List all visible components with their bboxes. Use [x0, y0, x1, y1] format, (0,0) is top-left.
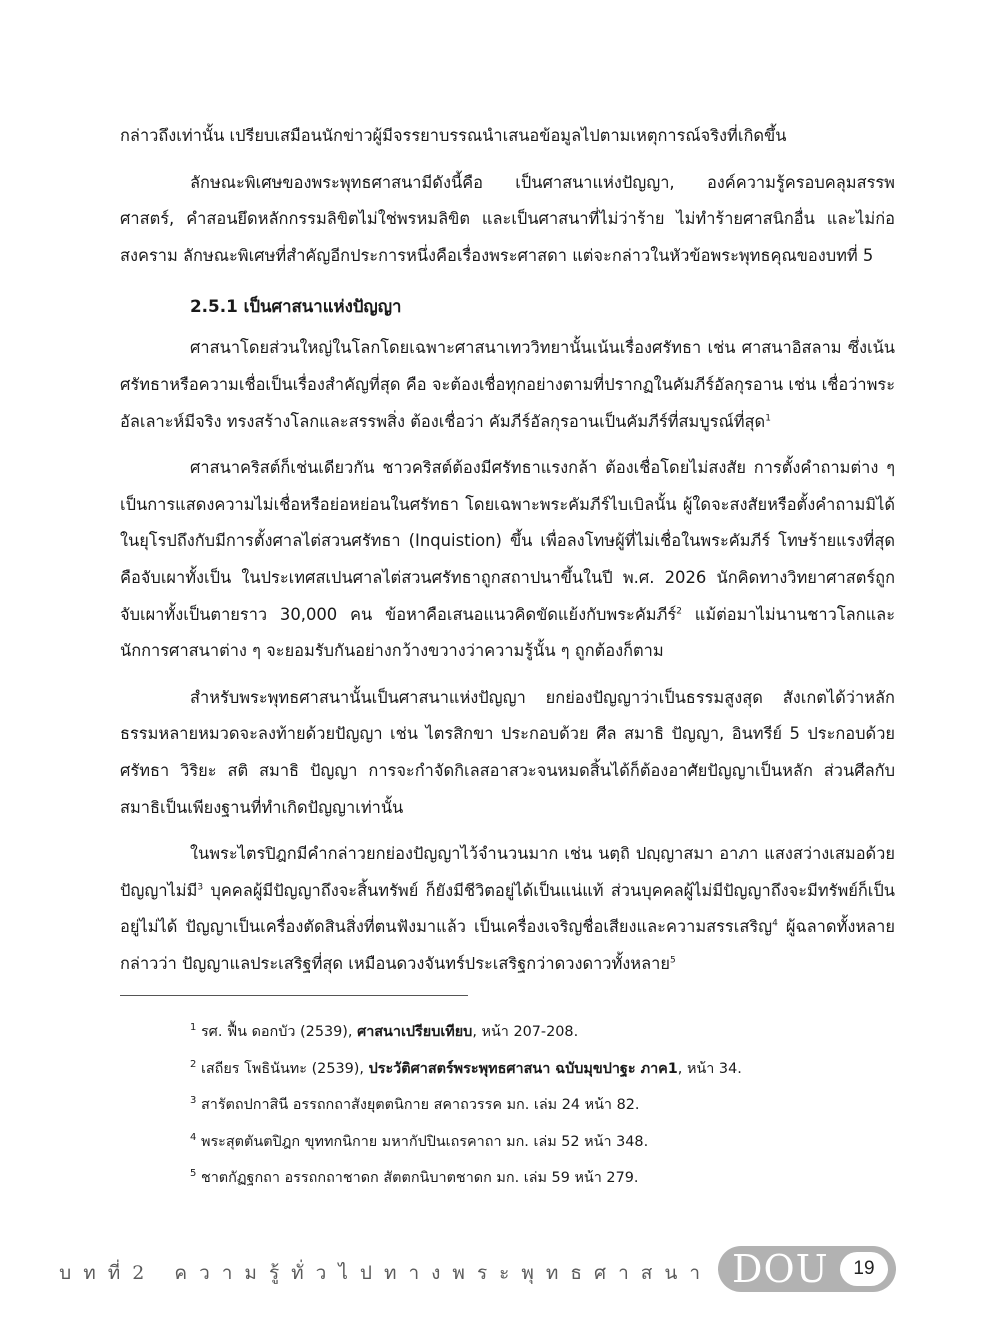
paragraph-theistic-religions — [120, 330, 895, 440]
footnote-ref-5[interactable]: 5 — [669, 955, 676, 966]
footnote-3 — [190, 1095, 890, 1132]
paragraph-text: ผู้ฉลาดทั้งหลายกล่าวว่า ปัญญาแลประเสริฐที่สุด เหมือนดวงจันทร์ประเสริฐกว่าดวงดาวทั้งหลาย — [120, 917, 895, 973]
dou-logo-text: DOU — [732, 1247, 829, 1291]
footnote-text: เสถียร โพธินันทะ (2539), — [200, 1060, 369, 1077]
footnote-number: 1 — [190, 1022, 197, 1034]
paragraph-text: ในพระไตรปิฎกมีคำกล่าวยกย่องปัญญาไว้จำนวนมาก เช่น นตฺถิ ปญฺญาสมา อาภา แสงสว่างเสมอด้วยปัญญาไม่มี — [120, 844, 895, 900]
footnote-text: , หน้า 207-208. — [472, 1024, 579, 1040]
page-number: 19 — [840, 1252, 888, 1286]
footnote-4 — [190, 1132, 890, 1169]
dou-badge — [718, 1246, 896, 1292]
paragraph-characteristics: ลักษณะพิเศษของพระพุทธศาสนามีดังนี้คือ เป็นศาสนาแห่งปัญญา, องค์ความรู้ครอบคลุมสรรพศาสตร์, คำสอนยึดหลักกรรมลิขิตไม่ใช่พรหมลิขิต และเป็นศาสนาที่ไม่ว่าร้าย ไม่ทำร้ายศาสนิกอื่น และไม่ก่อสงคราม ลักษณะพิเศษที่สำคัญอีกประการหนึ่งคือเรื่องพระศาสดา แต่จะกล่าวในหัวข้อพระพุทธคุณของบทที่ 5 — [120, 172, 895, 265]
footnote-text: สารัตถปกาสินี อรรถกถาสังยุตตนิกาย สคาถวรรค มก. เล่ม 24 หน้า 82. — [200, 1097, 640, 1114]
paragraph-text: บุคคลผู้มีปัญญาถึงจะสิ้นทรัพย์ ก็ยังมีชีวิตอยู่ได้เป็นแน่แท้ ส่วนบุคคลผู้ไม่มีปัญญาถึงจะมีทรัพย์ก็เป็นอยู่ไม่ได้ ปัญญาเป็นเครื่องตัดสินสิ่งที่ตนฟังมาแล้ว เป็นเครื่องเจริญชื่อเสียงและความสรรเสริญ — [120, 880, 895, 937]
footnote-ref-2[interactable]: 2 — [676, 606, 682, 617]
footnote-text: รศ. ฟื้น ดอกบัว (2539), — [200, 1024, 358, 1040]
page-footer — [0, 1238, 1000, 1298]
footnote-divider — [120, 995, 468, 996]
footnote-1 — [190, 1022, 890, 1059]
footnote-number: 3 — [190, 1095, 197, 1107]
footnote-number: 4 — [190, 1131, 197, 1143]
footnote-2 — [190, 1059, 890, 1096]
footnote-text: พระสุตตันตปิฎก ขุททกนิกาย มหากัปปินเถรคาถา มก. เล่ม 52 หน้า 348. — [200, 1133, 649, 1150]
footnote-text: ชาตกัฏฐกถา อรรถกถาชาดก สัตตกนิบาตชาดก มก. เล่ม 59 หน้า 279. — [200, 1170, 639, 1187]
section-heading: 2.5.1 เป็นศาสนาแห่งปัญญา — [190, 296, 402, 317]
footnote-ref-3[interactable]: 3 — [197, 882, 204, 893]
paragraph-christianity — [120, 450, 895, 670]
footnote-ref-1[interactable]: 1 — [765, 413, 771, 424]
footnote-title: ประวัติศาสตร์พระพุทธศาสนา ฉบับมุขปาฐะ ภาค1 — [368, 1060, 678, 1077]
paragraph-text: แม้ต่อมาไม่นานชาวโลกและนักการศาสนาต่าง ๆ จะยอมรับกันอย่างกว้างขวางว่าความรู้นั้น ๆ ถูกต้องก็ตาม — [120, 604, 895, 661]
paragraph-text: ศาสนาคริสต์ก็เช่นเดียวกัน ชาวคริสต์ต้องมีศรัทธาแรงกล้า ต้องเชื่อโดยไม่สงสัย การตั้งคำถามต่าง ๆ เป็นการแสดงความไม่เชื่อหรือย่อหย่อนในศรัทธา โดยเฉพาะพระคัมภีร์ไบเบิลนั้น ผู้ใดจะสงสัยหรือตั้งคำถามมิได้ ในยุโรปถึงกับมีการตั้งศาลไต่สวนศรัทธา (Inquistion) ขึ้น เพื่อลงโทษผู้ที่ไม่เชื่อในพระคัมภีร์ โทษร้ายแรงที่สุดคือจับเผาทั้งเป็น ในประเทศสเปนศาลไต่สวนศรัทธาถูกสถาปนาขึ้นในปี พ.ศ. 2026 นักคิดทางวิทยาศาสตร์ถูกจับเผาทั้งเป็นตายราว 30,000 คน ข้อหาคือเสนอแนวคิดขัดแย้งกับพระคัมภีร์ — [120, 458, 895, 624]
footnote-5 — [190, 1168, 890, 1205]
paragraph-continuation: กล่าวถึงเท่านั้น เปรียบเสมือนนักข่าวผู้มีจรรยาบรรณนำเสนอข้อมูลไปตามเหตุการณ์จริงที่เกิดขึ้น — [120, 126, 787, 145]
paragraph-tripitaka — [120, 836, 895, 982]
footnote-number: 5 — [190, 1168, 197, 1180]
footnote-title: ศาสนาเปรียบเทียบ — [357, 1024, 473, 1040]
body-text — [120, 118, 895, 982]
chapter-title: บทที่2 ความรู้ทั่วไปทางพระพุทธศาสนา — [59, 1262, 712, 1284]
paragraph-text: ศาสนาโดยส่วนใหญ่ในโลกโดยเฉพาะศาสนาเทววิทยานั้นเน้นเรื่องศรัทธา เช่น ศาสนาอิสลาม ซึ่งเน้นศรัทธาหรือความเชื่อเป็นเรื่องสำคัญที่สุด คือ จะต้องเชื่อทุกอย่างตามที่ปรากฏในคัมภีร์อัลกุรอาน เช่น เชื่อว่าพระอัลเลาะห์มีจริง ทรงสร้างโลกและสรรพสิ่ง ต้องเชื่อว่า คัมภีร์อัลกุรอานเป็นคัมภีร์ที่สมบูรณ์ที่สุด — [120, 338, 895, 431]
footnote-ref-4[interactable]: 4 — [772, 918, 778, 929]
footnote-number: 2 — [190, 1058, 197, 1070]
footnote-text: , หน้า 34. — [677, 1060, 742, 1077]
footnotes — [190, 1022, 890, 1205]
paragraph-buddhism-wisdom: สำหรับพระพุทธศาสนานั้นเป็นศาสนาแห่งปัญญา ยกย่องปัญญาว่าเป็นธรรมสูงสุด สังเกตได้ว่าหลักธรรมหลายหมวดจะลงท้ายด้วยปัญญา เช่น ไตรสิกขา ประกอบด้วย ศีล สมาธิ ปัญญา, อินทรีย์ 5 ประกอบด้วย ศรัทธา วิริยะ สติ สมาธิ ปัญญา การจะกำจัดกิเลสอาสวะจนหมดสิ้นได้ก็ต้องอาศัยปัญญาเป็นหลัก ส่วนศีลกับสมาธิเป็นเพียงฐานที่ทำเกิดปัญญาเท่านั้น — [120, 687, 895, 817]
